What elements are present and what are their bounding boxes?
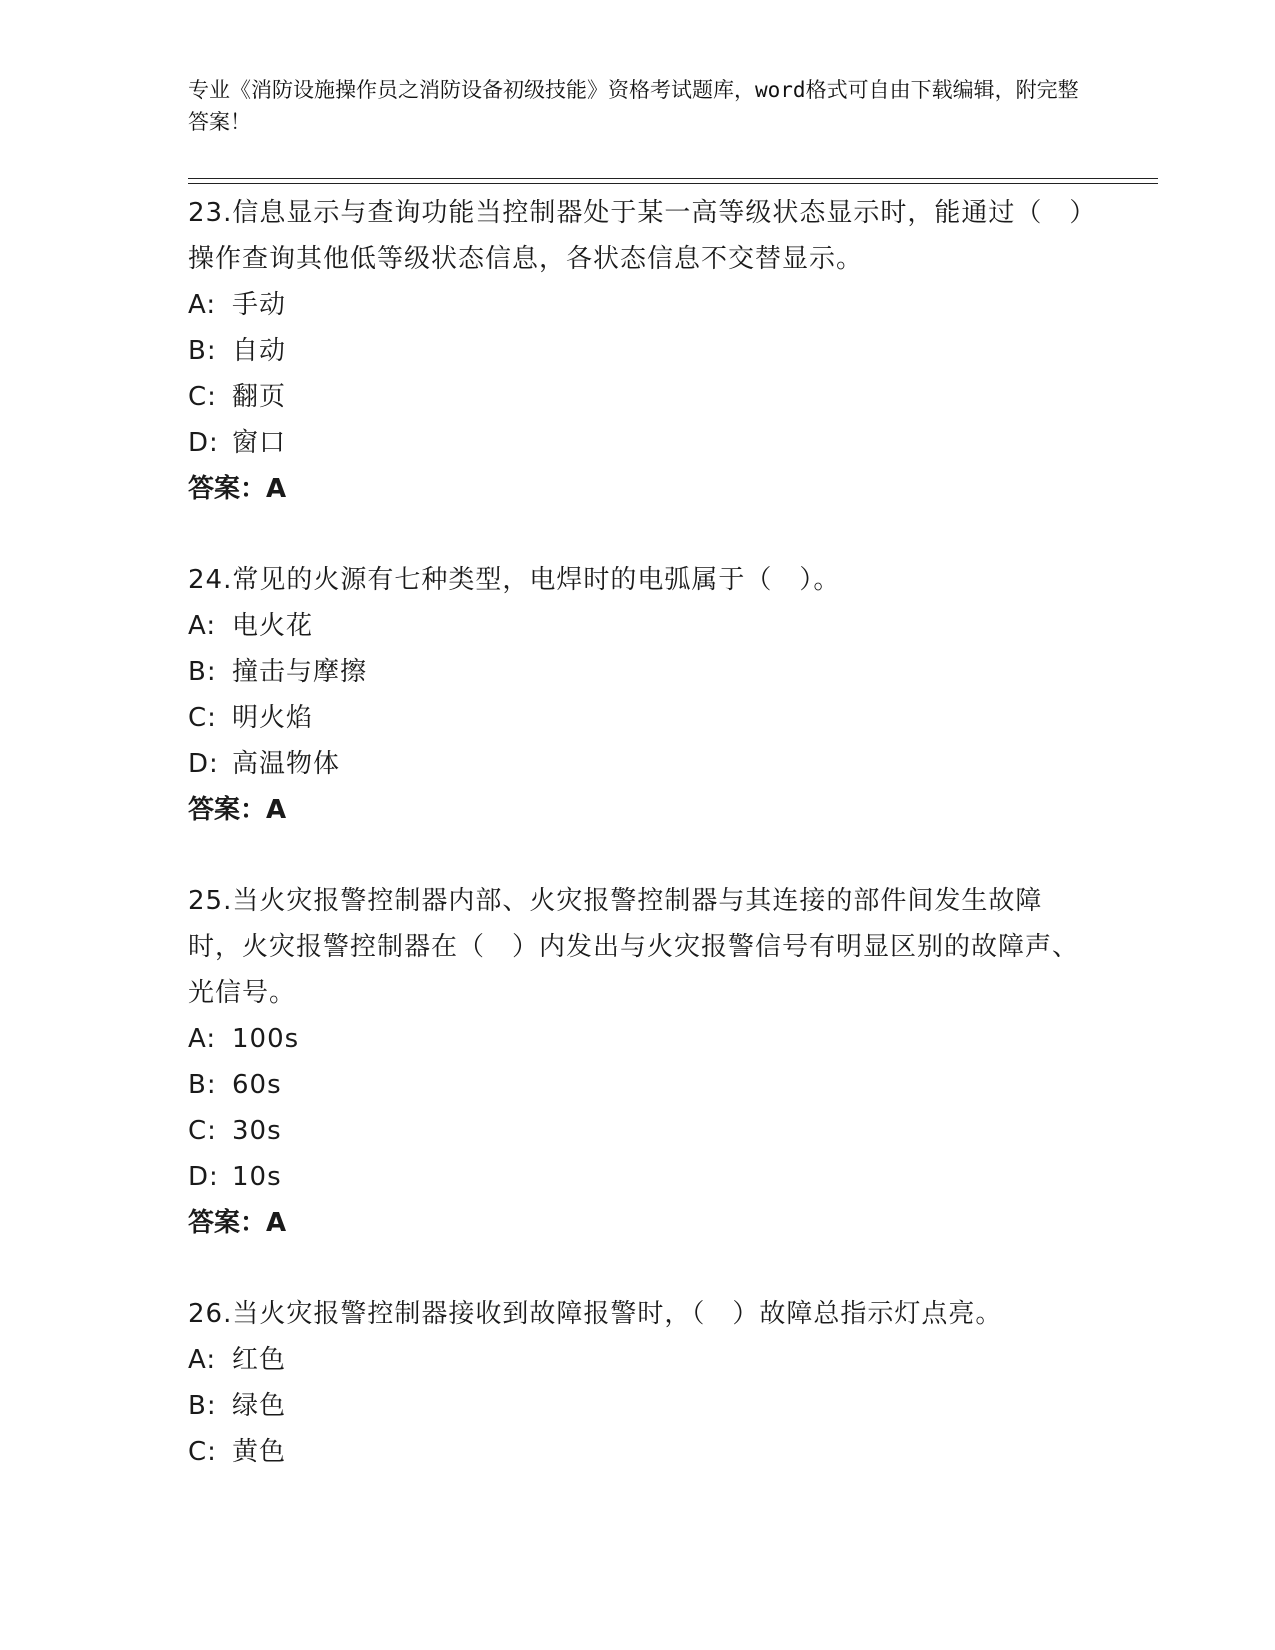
option-label: B: [188, 336, 217, 366]
option-d [188, 420, 1088, 466]
option-label: A: [188, 611, 217, 641]
question-24 [188, 557, 1088, 833]
option-a [188, 603, 1088, 649]
option-a [188, 282, 1088, 328]
question-list [188, 190, 1088, 1520]
header-rule-bottom [188, 183, 1158, 184]
option-text: 撞击与摩擦 [232, 657, 368, 687]
option-d [188, 1154, 1088, 1200]
option-label: A: [188, 290, 217, 320]
option-b [188, 1383, 1088, 1429]
option-text: 红色 [232, 1345, 287, 1375]
option-label: C: [188, 1437, 217, 1467]
option-c [188, 1429, 1088, 1475]
option-label: D: [188, 1162, 219, 1192]
question-text: 23.信息显示与查询功能当控制器处于某一高等级状态显示时，能通过（ ）操作查询其他低等级状态信息，各状态信息不交替显示。 [188, 198, 1084, 274]
option-b [188, 1062, 1088, 1108]
option-text: 窗口 [232, 428, 287, 458]
question-23 [188, 190, 1088, 512]
option-text: 手动 [232, 290, 287, 320]
option-label: B: [188, 657, 217, 687]
option-text: 高温物体 [232, 749, 341, 779]
option-label: C: [188, 1116, 217, 1146]
question-26 [188, 1291, 1088, 1475]
option-d [188, 741, 1088, 787]
option-label: A: [188, 1024, 217, 1054]
answer-line: 答案：A [188, 474, 287, 504]
option-text: 10s [232, 1162, 282, 1192]
option-text: 翻页 [232, 382, 287, 412]
question-text: 24.常见的火源有七种类型，电焊时的电弧属于（ ）。 [188, 565, 841, 595]
option-text: 绿色 [232, 1391, 287, 1421]
option-text: 自动 [232, 336, 287, 366]
option-label: B: [188, 1391, 217, 1421]
question-25 [188, 878, 1088, 1246]
option-c [188, 695, 1088, 741]
option-b [188, 649, 1088, 695]
option-a [188, 1337, 1088, 1383]
header-rule-top [188, 178, 1158, 179]
option-text: 明火焰 [232, 703, 314, 733]
option-text: 100s [232, 1024, 300, 1054]
question-text: 26.当火灾报警控制器接收到故障报警时，（ ）故障总指示灯点亮。 [188, 1299, 1003, 1329]
option-text: 电火花 [232, 611, 314, 641]
option-text: 30s [232, 1116, 282, 1146]
option-text: 黄色 [232, 1437, 287, 1467]
option-label: D: [188, 749, 219, 779]
option-label: C: [188, 703, 217, 733]
option-label: C: [188, 382, 217, 412]
option-text: 60s [232, 1070, 282, 1100]
question-text: 25.当火灾报警控制器内部、火灾报警控制器与其连接的部件间发生故障时，火灾报警控制器在（ ）内发出与火灾报警信号有明显区别的故障声、光信号。 [188, 886, 1080, 1008]
option-label: B: [188, 1070, 217, 1100]
document-header: 专业《消防设施操作员之消防设备初级技能》资格考试题库，word格式可自由下载编辑，附完整答案！ [188, 78, 1079, 134]
answer-line: 答案：A [188, 1208, 287, 1238]
option-label: D: [188, 428, 219, 458]
option-c [188, 374, 1088, 420]
answer-line: 答案：A [188, 795, 287, 825]
option-c [188, 1108, 1088, 1154]
option-b [188, 328, 1088, 374]
option-a [188, 1016, 1088, 1062]
option-label: A: [188, 1345, 217, 1375]
